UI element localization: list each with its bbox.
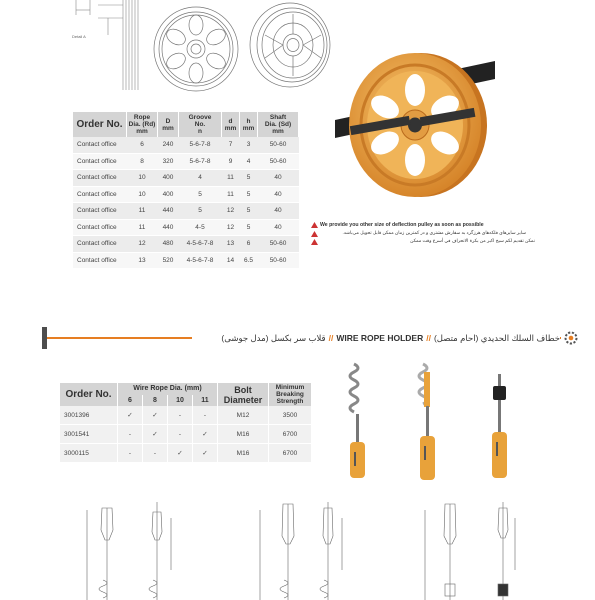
table-cell: 440	[158, 203, 179, 220]
table-row	[73, 236, 299, 253]
col-h: h mm	[240, 112, 258, 137]
size-mark-cell: ✓	[143, 425, 168, 444]
table-cell: 12	[222, 219, 240, 236]
table-cell: 7	[222, 137, 240, 153]
wire-rope-table	[60, 383, 312, 463]
table-row	[60, 444, 312, 463]
table-cell: 240	[158, 137, 179, 153]
col-rope-dia: Rope Dia. (Rd) mm	[127, 112, 158, 137]
table-cell: 10	[127, 186, 158, 203]
table-cell: 440	[158, 219, 179, 236]
table-cell: 400	[158, 170, 179, 187]
pulley-spec-table	[73, 112, 299, 269]
table-cell: 3	[240, 137, 258, 153]
pulley-iso-drawing	[245, 0, 335, 90]
table-row	[73, 153, 299, 170]
table-cell: 6	[240, 236, 258, 253]
size-mark-cell: ✓	[143, 406, 168, 425]
size-mark-cell: -	[143, 444, 168, 463]
table-cell: 6.5	[240, 252, 258, 269]
order-number-cell: 3001396	[60, 406, 118, 425]
note-arabic: نمكن تقديم لكم سيخ اكبر من بكرة الانحراف في أسرع وقت ممكن	[410, 238, 535, 243]
table-cell: 13	[127, 252, 158, 269]
bolt-cell: M12	[218, 406, 269, 425]
rope-holder-image-1	[340, 360, 375, 482]
table-cell: 5	[240, 219, 258, 236]
table-cell: 520	[158, 252, 179, 269]
table-cell: 40	[258, 186, 299, 203]
note-english: We provide you other size of deflection pulley as soon as possible	[320, 222, 484, 228]
table-cell: 8	[127, 153, 158, 170]
table-cell: 11	[222, 170, 240, 187]
table-cell: 4-5-6-7-8	[179, 236, 222, 253]
col-shaft: Shaft Dia. (Sd) mm	[258, 112, 299, 137]
table-row	[73, 186, 299, 203]
size-mark-cell: ✓	[168, 444, 193, 463]
table-cell: Contact office	[73, 219, 127, 236]
col-size: 8	[143, 395, 168, 407]
col-size: 10	[168, 395, 193, 407]
table-cell: 9	[222, 153, 240, 170]
table-cell: Contact office	[73, 252, 127, 269]
size-mark-cell: -	[168, 406, 193, 425]
table-cell: 5	[240, 203, 258, 220]
table-cell: 12	[222, 203, 240, 220]
table-cell: 5-6-7-8	[179, 153, 222, 170]
table-cell: Contact office	[73, 170, 127, 187]
order-number-cell: 3001541	[60, 425, 118, 444]
order-number-cell: 3000115	[60, 444, 118, 463]
col-d: D mm	[158, 112, 179, 137]
table-row	[73, 219, 299, 236]
table-cell: 4-5-6-7-8	[179, 252, 222, 269]
rope-holder-image-2	[410, 362, 445, 482]
col-order-no: Order No.	[73, 112, 127, 137]
table-row	[73, 137, 299, 153]
col-rope-dia: Wire Rope Dia. (mm)	[118, 383, 218, 395]
size-mark-cell: -	[168, 425, 193, 444]
table-cell: 11	[127, 219, 158, 236]
rope-profile-drawing	[68, 0, 148, 92]
table-cell: 50-60	[258, 153, 299, 170]
title-ar: خطاف السلك الحديدي (احام متصل)	[433, 332, 560, 343]
table-cell: 50-60	[258, 236, 299, 253]
warning-icon	[311, 239, 318, 245]
col-small-d: d mm	[222, 112, 240, 137]
table-cell: Contact office	[73, 153, 127, 170]
warning-icon	[311, 231, 318, 237]
table-row	[73, 203, 299, 220]
table-cell: 480	[158, 236, 179, 253]
col-size: 6	[118, 395, 143, 407]
strength-cell: 6700	[269, 444, 312, 463]
table-cell: 13	[222, 236, 240, 253]
table-cell: 50-60	[258, 252, 299, 269]
table-cell: 40	[258, 203, 299, 220]
table-cell: 11	[222, 186, 240, 203]
table-cell: Contact office	[73, 137, 127, 153]
table-cell: Contact office	[73, 236, 127, 253]
table-cell: 5	[240, 170, 258, 187]
warning-icon	[311, 222, 318, 228]
table-cell: 40	[258, 170, 299, 187]
table-cell: 320	[158, 153, 179, 170]
size-mark-cell: -	[118, 425, 143, 444]
table-cell: 5	[179, 186, 222, 203]
strength-cell: 3500	[269, 406, 312, 425]
table-row	[60, 425, 312, 444]
section-title: قلاب سر بکسل (مدل جوشی) // WIRE ROPE HOLDER // خطاف السلك الحديدي (احام متصل)	[192, 329, 560, 347]
strength-cell: 6700	[269, 425, 312, 444]
col-groove: Groove No. n	[179, 112, 222, 137]
bolt-cell: M16	[218, 444, 269, 463]
gear-icon	[563, 330, 579, 346]
table-cell: 6	[127, 137, 158, 153]
holder-technical-drawing-1	[75, 500, 195, 600]
detail-label: Detail A	[72, 34, 86, 39]
table-cell: 4-5	[179, 219, 222, 236]
note-persian: سایر سایزهای فلکه‌های هرزگرد به سفارش مشتری و در کمترین زمان ممکن قابل تحویل می‌باشد.	[342, 230, 526, 235]
table-row	[73, 252, 299, 269]
table-cell: Contact office	[73, 186, 127, 203]
title-en: WIRE ROPE HOLDER	[336, 333, 424, 343]
col-strength: Minimum Breaking Strength	[269, 383, 312, 406]
holder-technical-drawing-3	[415, 500, 535, 600]
deflection-pulley-image	[335, 45, 495, 210]
rope-holder-image-3	[482, 372, 517, 482]
holder-technical-drawing-2	[250, 500, 370, 600]
col-order-no: Order No.	[60, 383, 118, 406]
size-mark-cell: ✓	[193, 425, 218, 444]
table-cell: 50-60	[258, 137, 299, 153]
size-mark-cell: -	[118, 444, 143, 463]
table-cell: 4	[179, 170, 222, 187]
size-mark-cell: -	[193, 406, 218, 425]
size-mark-cell: ✓	[118, 406, 143, 425]
table-cell: 5	[240, 186, 258, 203]
table-cell: 14	[222, 252, 240, 269]
title-fa: قلاب سر بکسل (مدل جوشی)	[221, 332, 326, 343]
section-header-wire-rope-holder	[42, 327, 595, 349]
table-cell: 11	[127, 203, 158, 220]
pulley-front-drawing	[152, 5, 240, 93]
table-cell: 5-6-7-8	[179, 137, 222, 153]
size-mark-cell: ✓	[193, 444, 218, 463]
table-cell: Contact office	[73, 203, 127, 220]
table-cell: 40	[258, 219, 299, 236]
table-cell: 12	[127, 236, 158, 253]
table-row	[73, 170, 299, 187]
table-cell: 5	[179, 203, 222, 220]
col-bolt: Bolt Diameter	[218, 383, 269, 406]
table-cell: 4	[240, 153, 258, 170]
col-size: 11	[193, 395, 218, 407]
table-cell: 10	[127, 170, 158, 187]
bolt-cell: M16	[218, 425, 269, 444]
table-cell: 400	[158, 186, 179, 203]
table-row	[60, 406, 312, 425]
